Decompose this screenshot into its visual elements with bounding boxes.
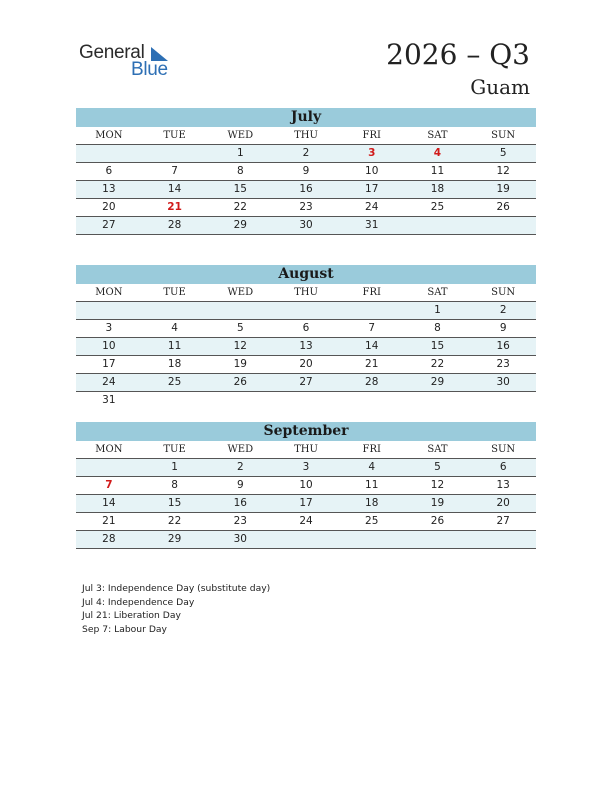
day-cell	[142, 145, 208, 162]
week-row	[76, 495, 536, 513]
weekday-label: SAT	[427, 130, 448, 141]
day-cell: 24	[365, 201, 379, 213]
month-name: August	[76, 265, 536, 284]
day-cell: 13	[496, 479, 510, 491]
country-title: Guam	[470, 75, 530, 99]
holiday-item: Sep 7: Labour Day	[82, 623, 167, 635]
day-cell: 10	[365, 165, 379, 177]
holiday-item: Jul 3: Independence Day (substitute day)	[82, 583, 271, 594]
day-cell: 28	[102, 533, 116, 545]
day-cell: 21	[167, 201, 182, 213]
weekday-label: FRI	[362, 287, 381, 298]
day-cell: 20	[299, 358, 313, 370]
day-cell: 6	[302, 322, 310, 334]
day-cell: 7	[105, 479, 113, 491]
day-cell	[470, 392, 536, 409]
weekday-label: SAT	[427, 287, 448, 298]
month-august	[76, 265, 536, 409]
day-cell: 6	[499, 461, 507, 473]
day-cell: 21	[102, 515, 116, 527]
day-cell: 13	[102, 183, 116, 195]
day-cell: 15	[233, 183, 247, 195]
day-cell	[405, 531, 471, 548]
day-cell	[470, 531, 536, 548]
day-cell	[76, 459, 142, 476]
day-cell: 30	[233, 533, 247, 545]
day-cell: 19	[430, 497, 445, 509]
day-cell: 22	[430, 358, 445, 370]
week-row	[76, 513, 536, 531]
day-cell	[405, 392, 471, 409]
day-cell: 5	[499, 147, 507, 159]
day-cell: 1	[236, 147, 244, 159]
weekday-label: MON	[95, 130, 123, 141]
day-cell: 24	[299, 515, 313, 527]
day-cell: 3	[368, 147, 376, 159]
day-cell: 30	[496, 376, 510, 388]
weekday-header-row	[76, 441, 536, 459]
day-cell: 14	[365, 340, 379, 352]
day-cell: 11	[167, 340, 182, 352]
day-cell: 12	[233, 340, 247, 352]
month-name: September	[76, 422, 536, 441]
day-cell: 8	[171, 479, 178, 491]
day-cell: 4	[368, 461, 376, 473]
day-cell: 12	[430, 479, 445, 491]
day-cell: 8	[236, 165, 244, 177]
week-row	[76, 217, 536, 235]
day-cell: 1	[171, 461, 178, 473]
day-cell: 16	[233, 497, 247, 509]
day-cell: 20	[102, 201, 116, 213]
day-cell: 28	[167, 219, 182, 231]
day-cell: 25	[365, 515, 379, 527]
logo-text-blue: Blue	[131, 59, 168, 80]
holiday-item: Jul 4: Independence Day	[82, 596, 195, 608]
day-cell: 18	[430, 183, 445, 195]
day-cell: 29	[233, 219, 247, 231]
week-row	[76, 302, 536, 320]
day-cell: 12	[496, 165, 510, 177]
day-cell	[142, 302, 208, 319]
day-cell: 11	[430, 165, 445, 177]
day-cell	[405, 217, 471, 234]
day-cell: 26	[496, 201, 510, 213]
day-cell: 2	[236, 461, 244, 473]
day-cell	[76, 302, 142, 319]
day-cell: 4	[171, 322, 178, 334]
weekday-label: THU	[294, 287, 318, 298]
day-cell: 13	[299, 340, 313, 352]
weekday-label: MON	[95, 287, 123, 298]
day-cell: 16	[299, 183, 313, 195]
day-cell: 19	[233, 358, 247, 370]
day-cell: 9	[236, 479, 244, 491]
weekday-label: SUN	[491, 444, 516, 455]
day-cell: 17	[299, 497, 313, 509]
day-cell: 17	[102, 358, 116, 370]
generalblue-logo	[79, 42, 189, 82]
day-cell: 8	[434, 322, 441, 334]
day-cell: 17	[365, 183, 379, 195]
day-cell: 4	[433, 147, 442, 159]
quarter-title: 2026 – Q3	[386, 38, 530, 71]
month-july	[76, 108, 536, 235]
day-cell: 24	[102, 376, 116, 388]
day-cell: 25	[430, 201, 445, 213]
weekday-label: TUE	[163, 130, 186, 141]
day-cell: 7	[171, 165, 178, 177]
day-cell	[76, 145, 142, 162]
day-cell: 22	[167, 515, 182, 527]
day-cell: 7	[368, 322, 376, 334]
day-cell	[273, 531, 339, 548]
day-cell: 18	[167, 358, 182, 370]
day-cell	[207, 302, 273, 319]
day-cell: 6	[105, 165, 113, 177]
logo-text-general: General	[79, 42, 145, 63]
weekday-label: SAT	[427, 444, 448, 455]
day-cell: 27	[496, 515, 510, 527]
month-name: July	[76, 108, 536, 127]
weekday-label: WED	[227, 130, 254, 141]
week-row	[76, 477, 536, 495]
day-cell	[339, 392, 405, 409]
day-cell: 15	[167, 497, 182, 509]
weekday-label: THU	[294, 130, 318, 141]
day-cell: 14	[167, 183, 182, 195]
day-cell: 28	[365, 376, 379, 388]
day-cell: 16	[496, 340, 510, 352]
day-cell: 26	[430, 515, 445, 527]
weekday-label: MON	[95, 444, 123, 455]
weekday-label: WED	[227, 287, 254, 298]
weekday-header-row	[76, 284, 536, 302]
weekday-header-row	[76, 127, 536, 145]
day-cell: 2	[499, 304, 507, 316]
day-cell: 27	[102, 219, 116, 231]
week-row	[76, 199, 536, 217]
day-cell: 9	[302, 165, 310, 177]
day-cell: 3	[302, 461, 310, 473]
day-cell: 14	[102, 497, 116, 509]
weekday-label: TUE	[163, 444, 186, 455]
day-cell: 22	[233, 201, 247, 213]
day-cell: 21	[365, 358, 379, 370]
day-cell: 2	[302, 147, 310, 159]
day-cell: 26	[233, 376, 247, 388]
day-cell	[339, 302, 405, 319]
day-cell: 18	[365, 497, 379, 509]
day-cell: 9	[499, 322, 507, 334]
day-cell: 3	[105, 322, 113, 334]
week-row	[76, 320, 536, 338]
day-cell: 31	[365, 219, 379, 231]
day-cell: 19	[496, 183, 510, 195]
month-september	[76, 422, 536, 549]
day-cell: 20	[496, 497, 510, 509]
day-cell: 10	[299, 479, 313, 491]
day-cell: 23	[496, 358, 510, 370]
holiday-item: Jul 21: Liberation Day	[82, 610, 181, 621]
week-row	[76, 374, 536, 392]
day-cell: 15	[430, 340, 445, 352]
week-row	[76, 392, 536, 409]
day-cell: 10	[102, 340, 116, 352]
weekday-label: FRI	[362, 444, 381, 455]
day-cell: 31	[102, 394, 116, 406]
day-cell	[142, 392, 208, 409]
day-cell: 29	[167, 533, 182, 545]
holiday-list	[82, 582, 270, 636]
day-cell	[273, 302, 339, 319]
weekday-label: SUN	[491, 287, 516, 298]
day-cell	[273, 392, 339, 409]
day-cell: 29	[430, 376, 445, 388]
day-cell	[470, 217, 536, 234]
day-cell	[207, 392, 273, 409]
week-row	[76, 459, 536, 477]
day-cell: 23	[299, 201, 313, 213]
weekday-label: THU	[294, 444, 318, 455]
day-cell	[339, 531, 405, 548]
day-cell: 27	[299, 376, 313, 388]
day-cell: 1	[434, 304, 441, 316]
week-row	[76, 356, 536, 374]
day-cell: 5	[434, 461, 441, 473]
week-row	[76, 145, 536, 163]
day-cell: 30	[299, 219, 313, 231]
day-cell: 5	[236, 322, 244, 334]
weekday-label: FRI	[362, 130, 381, 141]
week-row	[76, 531, 536, 549]
week-row	[76, 181, 536, 199]
weekday-label: TUE	[163, 287, 186, 298]
day-cell: 25	[167, 376, 182, 388]
week-row	[76, 163, 536, 181]
week-row	[76, 338, 536, 356]
weekday-label: WED	[227, 444, 254, 455]
weekday-label: SUN	[491, 130, 516, 141]
day-cell: 23	[233, 515, 247, 527]
day-cell: 11	[365, 479, 379, 491]
